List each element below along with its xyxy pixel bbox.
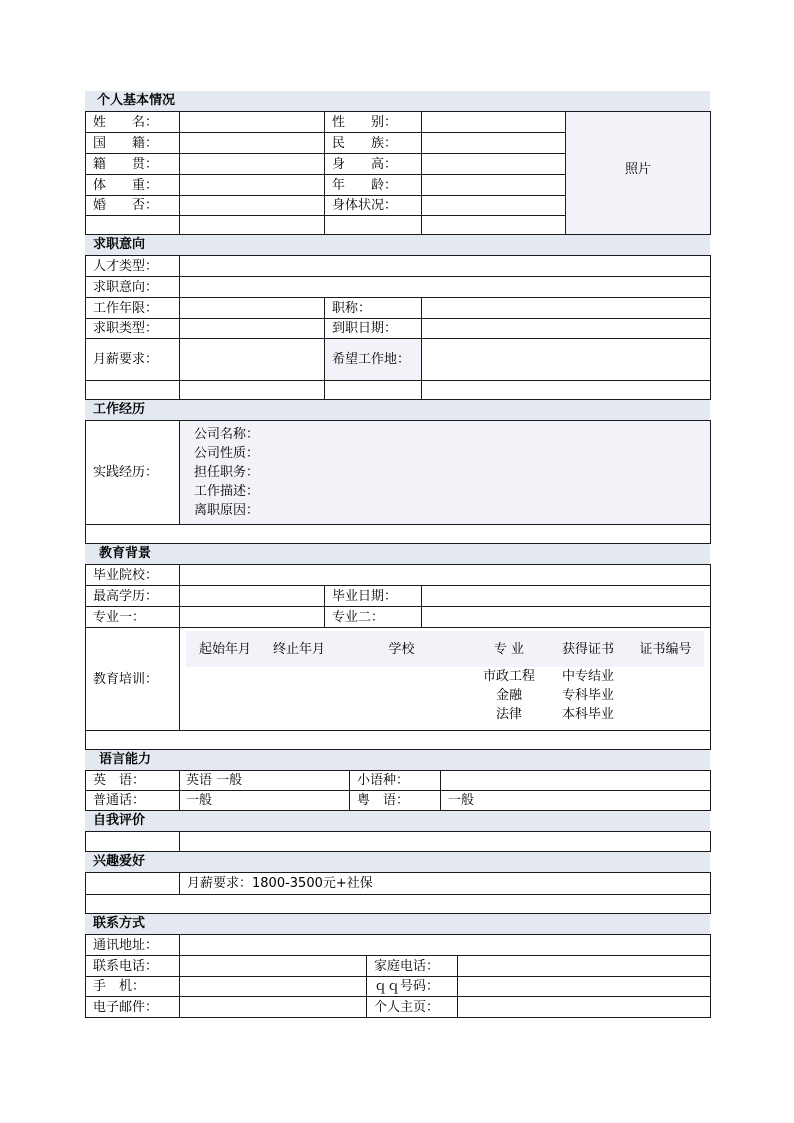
- training-label: 教育培训：: [86, 628, 180, 731]
- hobby-blank-row[interactable]: [86, 895, 711, 914]
- hobby-label-cell: [86, 873, 180, 895]
- gender-label: 性 别：: [325, 112, 422, 133]
- training-major: 市政工程: [482, 669, 535, 684]
- training-header-start: 起始年月: [186, 631, 264, 667]
- cantonese-label: 粤 语：: [350, 791, 441, 811]
- origin-label: 籍 贯：: [86, 154, 180, 175]
- start-date-label: 到职日期：: [325, 319, 422, 339]
- phone-label: 联系电话：: [86, 956, 180, 977]
- phone-field[interactable]: [180, 956, 367, 977]
- gender-field[interactable]: [422, 112, 566, 133]
- address-field[interactable]: [180, 935, 711, 956]
- company-name-line: 公司名称：: [194, 427, 260, 442]
- work-years-label: 工作年限：: [86, 298, 180, 319]
- home-phone-field[interactable]: [458, 956, 711, 977]
- section-work-title: 工作经历: [85, 400, 710, 420]
- training-major: 法律: [495, 707, 522, 722]
- company-type-line: 公司性质：: [194, 446, 260, 461]
- training-subtable: [186, 631, 704, 724]
- training-certificate: 中专结业: [561, 669, 614, 684]
- qq-label: ｑｑ号码：: [367, 977, 458, 997]
- basic-blank-cell[interactable]: [86, 216, 180, 235]
- title-field[interactable]: [422, 298, 711, 319]
- position-line: 担任职务：: [194, 465, 260, 480]
- nationality-field[interactable]: [180, 133, 325, 154]
- nationality-label: 国 籍：: [86, 133, 180, 154]
- major2-field[interactable]: [422, 607, 711, 628]
- section-hobby-title: 兴趣爱好: [85, 852, 710, 872]
- section-language-title: 语言能力: [85, 750, 710, 770]
- talent-type-field[interactable]: [180, 256, 711, 277]
- address-label: 通讯地址：: [86, 935, 180, 956]
- basic-info-table: [85, 111, 711, 235]
- job-description-line: 工作描述：: [194, 484, 260, 499]
- mobile-label: 手 机：: [86, 977, 180, 997]
- section-contact-title: 联系方式: [85, 914, 710, 934]
- section-intent-title: 求职意向: [85, 235, 710, 255]
- training-major: 金融: [495, 688, 522, 703]
- major1-label: 专业一：: [86, 607, 180, 628]
- qq-field[interactable]: [458, 977, 711, 997]
- work-history-table: [85, 420, 711, 544]
- ethnicity-label: 民 族：: [325, 133, 422, 154]
- education-blank-row[interactable]: [86, 731, 711, 750]
- salary-field[interactable]: [180, 339, 325, 381]
- title-label: 职称：: [325, 298, 422, 319]
- job-type-label: 求职类型：: [86, 319, 180, 339]
- minor-language-field[interactable]: [441, 771, 711, 791]
- training-header-major: 专 业: [469, 631, 549, 667]
- home-phone-label: 家庭电话：: [367, 956, 458, 977]
- mandarin-label: 普通话：: [86, 791, 180, 811]
- school-field[interactable]: [180, 565, 711, 586]
- cantonese-field[interactable]: 一般: [441, 791, 711, 811]
- language-table: [85, 770, 711, 811]
- origin-field[interactable]: [180, 154, 325, 175]
- leave-reason-line: 离职原因：: [194, 503, 260, 518]
- job-type-field[interactable]: [180, 319, 325, 339]
- talent-type-label: 人才类型：: [86, 256, 180, 277]
- age-field[interactable]: [422, 175, 566, 196]
- grad-date-field[interactable]: [422, 586, 711, 607]
- location-field[interactable]: [422, 339, 711, 381]
- training-certificate: 本科毕业: [561, 707, 614, 722]
- homepage-label: 个人主页：: [367, 997, 458, 1018]
- job-intent-label: 求职意向：: [86, 277, 180, 298]
- health-field[interactable]: [422, 196, 566, 216]
- training-header-school: 学校: [334, 631, 469, 667]
- resume-form: [85, 91, 710, 1018]
- work-years-field[interactable]: [180, 298, 325, 319]
- degree-label: 最高学历：: [86, 586, 180, 607]
- section-self-title: 自我评价: [85, 811, 710, 831]
- self-eval-field[interactable]: [180, 832, 711, 852]
- email-field[interactable]: [180, 997, 367, 1018]
- work-blank-row[interactable]: [86, 525, 711, 544]
- education-table: [85, 564, 711, 750]
- job-intent-table: [85, 255, 711, 400]
- hobby-table: [85, 872, 711, 914]
- english-label: 英 语：: [86, 771, 180, 791]
- weight-label: 体 重：: [86, 175, 180, 196]
- basic-blank-cell[interactable]: [180, 216, 325, 235]
- minor-language-label: 小语种：: [350, 771, 441, 791]
- mandarin-field[interactable]: 一般: [180, 791, 350, 811]
- training-certificate: 专科毕业: [561, 688, 614, 703]
- name-field[interactable]: [180, 112, 325, 133]
- training-header-cert-no: 证书编号: [627, 631, 704, 667]
- self-eval-label-cell: [86, 832, 180, 852]
- hobby-field[interactable]: 月薪要求：1800-3500元+社保: [180, 873, 711, 895]
- marital-label: 婚 否：: [86, 196, 180, 216]
- photo-box[interactable]: 照片: [566, 112, 711, 235]
- job-intent-field[interactable]: [180, 277, 711, 298]
- training-field[interactable]: [180, 628, 711, 731]
- name-label: 姓 名：: [86, 112, 180, 133]
- marital-field[interactable]: [180, 196, 325, 216]
- email-label: 电子邮件：: [86, 997, 180, 1018]
- homepage-field[interactable]: [458, 997, 711, 1018]
- self-eval-table: [85, 831, 711, 852]
- intent-blank-cell[interactable]: [180, 381, 325, 400]
- section-basic-title: 个人基本情况: [85, 91, 710, 111]
- height-field[interactable]: [422, 154, 566, 175]
- major1-field[interactable]: [180, 607, 325, 628]
- practice-field[interactable]: [180, 421, 711, 525]
- height-label: 身 高：: [325, 154, 422, 175]
- english-field[interactable]: 英语 一般: [180, 771, 350, 791]
- contact-table: [85, 934, 711, 1018]
- start-date-field[interactable]: [422, 319, 711, 339]
- practice-label: 实践经历：: [86, 421, 180, 525]
- intent-blank-cell[interactable]: [325, 381, 422, 400]
- training-header-certificate: 获得证书: [549, 631, 627, 667]
- salary-label: 月薪要求：: [86, 339, 180, 381]
- mobile-field[interactable]: [180, 977, 367, 997]
- health-label: 身体状况：: [325, 196, 422, 216]
- age-label: 年 龄：: [325, 175, 422, 196]
- degree-field[interactable]: [180, 586, 325, 607]
- grad-date-label: 毕业日期：: [325, 586, 422, 607]
- weight-field[interactable]: [180, 175, 325, 196]
- section-education-title: 教育背景: [85, 544, 710, 564]
- basic-blank-cell[interactable]: [422, 216, 566, 235]
- ethnicity-field[interactable]: [422, 133, 566, 154]
- school-label: 毕业院校：: [86, 565, 180, 586]
- intent-blank-cell[interactable]: [86, 381, 180, 400]
- basic-blank-cell[interactable]: [325, 216, 422, 235]
- training-header-end: 终止年月: [264, 631, 334, 667]
- major2-label: 专业二：: [325, 607, 422, 628]
- intent-blank-cell[interactable]: [422, 381, 711, 400]
- location-label: 希望工作地：: [325, 339, 422, 381]
